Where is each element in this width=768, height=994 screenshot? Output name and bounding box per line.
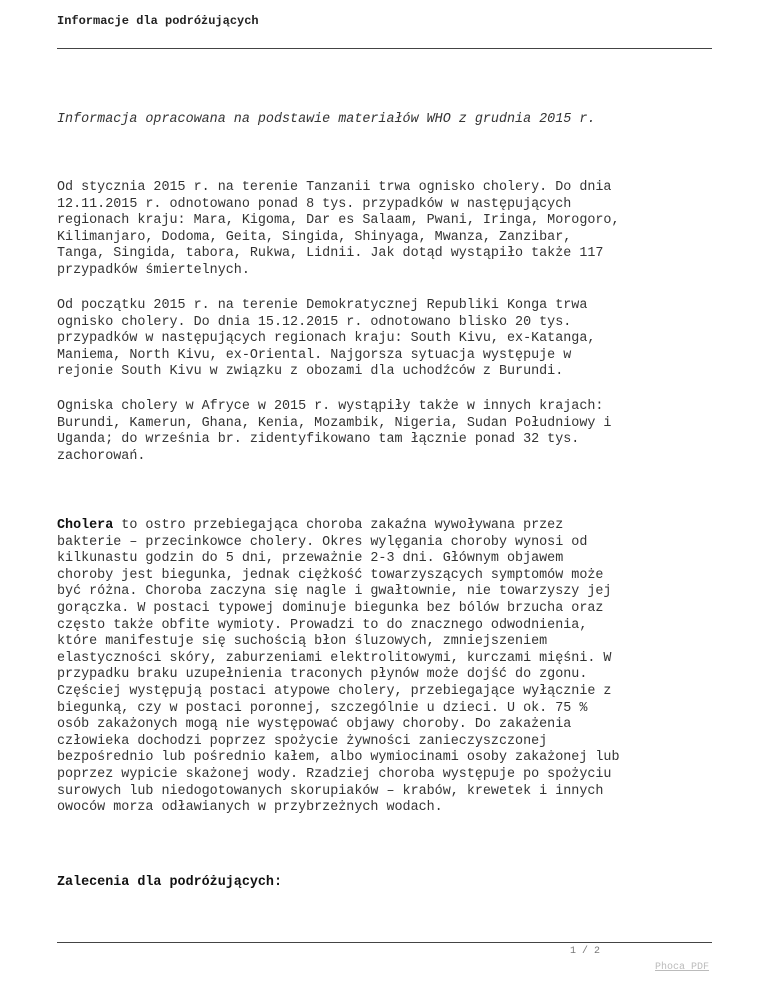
text-line: osób zakażonych mogą nie występować objawy choroby. Do zakażenia (57, 717, 572, 733)
text-line: owoców morza odławianych w przybrzeżnych wodach. (57, 800, 443, 816)
text-line: Od stycznia 2015 r. na terenie Tanzanii trwa ognisko cholery. Do dnia (57, 180, 612, 195)
text-line: ognisko cholery. Do dnia 15.12.2015 r. odnotowano blisko 20 tys. (57, 314, 572, 330)
paragraph-cholera-description (57, 518, 717, 817)
header-divider (57, 48, 712, 49)
paragraph-africa-outbreaks (57, 399, 717, 465)
text-line: często także obfite wymioty. Prowadzi to do znacznego odwodnienia, (57, 617, 588, 633)
text-line: Kilimanjaro, Dodoma, Geita, Singida, Shinyaga, Mwanza, Zanzibar, (57, 229, 572, 245)
text-line: człowieka dochodzi poprzez spożycie żywności zanieczyszczonej (57, 733, 548, 749)
footer-divider (57, 942, 712, 943)
text-line: bezpośrednio lub pośrednio kałem, albo wymiocinami osoby zakażonej lub (57, 750, 620, 766)
text-line: które manifestuje się suchością błon śluzowych, zmniejszeniem (57, 634, 548, 650)
text-fragment: to ostro przebiegająca choroba zakaźna wywoływana przez (113, 518, 564, 533)
phoca-pdf-link[interactable]: Phoca PDF (655, 962, 710, 973)
text-line: biegunką, czy w postaci poronnej, szczególnie u dzieci. U ok. 75 % (57, 700, 588, 716)
text-line: Tanga, Singida, tabora, Rukwa, Lidnii. Jak dotąd wystąpiło także 117 (57, 246, 604, 262)
cholera-term: Cholera (57, 518, 114, 533)
text-line: kilkunastu godzin do 5 dni, przeważnie 2-3 dni. Głównym objawem (57, 551, 564, 567)
text-line: Burundi, Kamerun, Ghana, Kenia, Mozambik, Nigeria, Sudan Południowy i (57, 415, 612, 431)
text-line: przypadków śmiertelnych. (57, 262, 250, 278)
page-header-title: Informacje dla podróżujących (57, 14, 259, 28)
text-line: choroby jest biegunka, jednak ciężkość towarzyszących symptomów może (57, 567, 604, 583)
paragraph-tanzania (57, 180, 717, 280)
intro-note: Informacja opracowana na podstawie materiałów WHO z grudnia 2015 r. (57, 112, 596, 127)
text-line: Ogniska cholery w Afryce w 2015 r. wystąpiły także w innych krajach: (57, 399, 604, 414)
text-line: Częściej występują postaci atypowe cholery, przebiegające wyłącznie z (57, 683, 612, 699)
text-line: przypadku braku uzupełnienia traconych płynów może dojść do zgonu. (57, 667, 588, 683)
text-line: przypadków w następujących regionach kraju: South Kivu, ex-Katanga, (57, 331, 596, 347)
text-line: surowych lub niedogotowanych skorupiaków – krabów, krewetek i innych (57, 783, 604, 799)
text-line: gorączka. W postaci typowej dominuje biegunka bez bólów brzucha oraz (57, 600, 604, 616)
text-line: bakterie – przecinkowce cholery. Okres wylęgania choroby wynosi od (57, 534, 588, 550)
text-line: 12.11.2015 r. odnotowano ponad 8 tys. przypadków w następujących (57, 196, 572, 212)
text-line: rejonie South Kivu w związku z obozami dla uchodźców z Burundi. (57, 364, 564, 380)
text-line: regionach kraju: Mara, Kigoma, Dar es Salaam, Pwani, Iringa, Morogoro, (57, 213, 620, 229)
recommendations-heading: Zalecenia dla podróżujących: (57, 875, 282, 890)
text-line: Uganda; do września br. zidentyfikowano tam łącznie ponad 32 tys. (57, 432, 580, 448)
paragraph-congo (57, 298, 717, 381)
page-number: 1 / 2 (569, 946, 600, 957)
text-line (57, 518, 717, 535)
text-line: elastyczności skóry, zaburzeniami elektrolitowymi, kurczami mięśni. W (57, 650, 612, 666)
text-line: być różna. Choroba zaczyna się nagle i gwałtownie, nie towarzyszy jej (57, 584, 612, 600)
text-line: zachorowań. (57, 448, 146, 464)
text-line: Maniema, North Kivu, ex-Oriental. Najgorsza sytuacja występuje w (57, 347, 572, 363)
text-line: Od początku 2015 r. na terenie Demokratycznej Republiki Konga trwa (57, 298, 588, 313)
text-line: poprzez wypicie skażonej wody. Rzadziej choroba występuje po spożyciu (57, 766, 612, 782)
